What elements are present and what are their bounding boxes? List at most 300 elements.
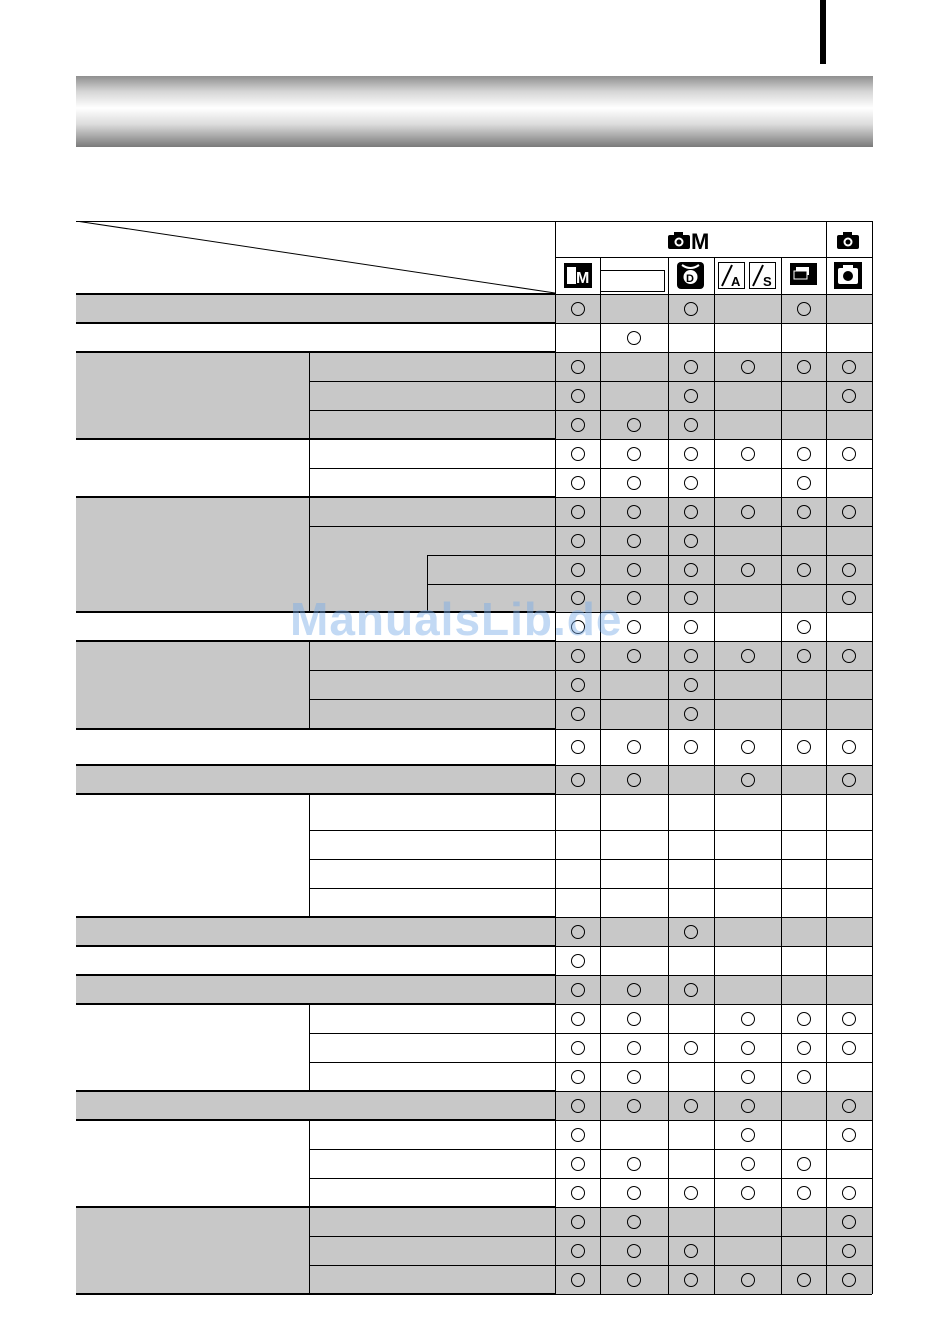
mark-cell [714,699,781,729]
available-mark [842,591,856,605]
mark-cell [600,352,668,381]
available-mark [571,389,585,403]
available-mark [684,1099,698,1113]
mark-cell [826,794,872,830]
available-mark [842,1099,856,1113]
mark-cell [668,1062,714,1091]
mark-cell [714,381,781,410]
available-mark [797,1012,811,1026]
mark-cell [600,859,668,888]
sub-label-cell [309,1236,555,1265]
mark-cell [714,670,781,699]
available-mark [571,1128,585,1142]
mark-cell [826,526,872,555]
svg-text:S: S [763,274,772,289]
row-divider [427,555,555,556]
sub-label-cell [309,1033,555,1062]
available-mark [741,505,755,519]
available-mark [571,534,585,548]
available-mark [627,983,641,997]
row-divider [309,1236,555,1237]
mark-cell [668,830,714,859]
row-divider [309,468,555,469]
available-mark [684,591,698,605]
mark-cell [781,584,826,612]
mark-cell [668,794,714,830]
available-mark [571,1157,585,1171]
row-divider [309,888,555,889]
mark-cell [600,946,668,975]
group-divider-line [76,1003,555,1005]
available-mark [797,447,811,461]
available-mark [627,649,641,663]
group-label-cell [76,439,309,497]
group-label-cell [76,1004,309,1091]
mark-cell [714,975,781,1004]
available-mark [627,1070,641,1084]
mark-cell [826,859,872,888]
mark-cell [781,917,826,946]
available-mark [684,476,698,490]
available-mark [842,1273,856,1287]
available-mark [842,360,856,374]
group-divider [309,641,310,729]
row-divider [309,410,555,411]
available-mark [797,620,811,634]
row-divider [309,1178,555,1179]
stitch-assist-s-icon [749,262,776,289]
sub-label-cell [309,468,555,497]
camera-icon [837,232,859,249]
mark-cell [668,1004,714,1033]
available-mark [797,740,811,754]
row-divider [309,1062,555,1063]
mark-cell [781,381,826,410]
available-mark [571,773,585,787]
available-mark [684,1244,698,1258]
svg-text:M: M [576,270,590,287]
mark-cell [714,794,781,830]
row-label-cell [76,917,555,946]
available-mark [797,563,811,577]
mark-cell [555,888,600,917]
available-mark [627,1215,641,1229]
row-label-cell [76,294,555,323]
sub-label-cell [309,794,555,830]
mark-cell [781,699,826,729]
available-mark [571,954,585,968]
mark-cell [714,1207,781,1236]
mark-cell [668,1149,714,1178]
sub-label-cell [309,1062,555,1091]
available-mark [627,1099,641,1113]
row-label-cell [76,946,555,975]
mark-cell [714,526,781,555]
mark-cell [668,946,714,975]
available-mark [741,563,755,577]
group-divider-line [76,322,555,324]
mark-cell [714,830,781,859]
available-mark [797,302,811,316]
available-mark [571,1070,585,1084]
sub-label-cell [309,1120,555,1149]
group-divider-line [76,945,555,947]
available-mark [842,447,856,461]
mark-cell [826,612,872,641]
mark-cell [668,765,714,794]
available-mark [627,331,641,345]
available-mark [842,649,856,663]
available-mark [842,1012,856,1026]
row-divider [309,859,555,860]
available-mark [842,505,856,519]
group-divider-line [76,496,555,498]
available-mark [842,773,856,787]
col-divider [555,294,556,1294]
group-divider [309,497,310,612]
available-mark [571,447,585,461]
available-mark [684,389,698,403]
mark-cell [714,1236,781,1265]
mark-cell [781,975,826,1004]
available-mark [571,591,585,605]
mark-cell [826,888,872,917]
mark-cell [600,1120,668,1149]
available-mark [684,302,698,316]
mark-cell [781,794,826,830]
group-label-cell [76,794,309,917]
group-label-cell [76,641,309,729]
available-mark [741,1186,755,1200]
sub-label-cell [309,830,555,859]
mark-cell [781,765,826,794]
available-mark [627,591,641,605]
sub-label-cell [309,859,555,888]
sub-label-cell [309,1004,555,1033]
available-mark [797,1157,811,1171]
group-divider-line [76,916,555,918]
sub-label-cell [309,699,555,729]
mark-cell [555,859,600,888]
mark-cell [714,917,781,946]
available-mark [684,447,698,461]
available-mark [571,925,585,939]
available-mark [842,740,856,754]
available-mark [627,1041,641,1055]
group-label-cell [76,497,309,612]
group-divider-line [76,728,555,730]
sub-label-cell [309,1149,555,1178]
available-mark [842,1041,856,1055]
available-mark [627,740,641,754]
available-mark [571,740,585,754]
sub-label-cell [427,555,555,584]
sub-label-cell [309,1207,555,1236]
svg-text:D: D [686,273,694,285]
available-mark [571,418,585,432]
available-mark [797,1041,811,1055]
mark-cell [714,859,781,888]
header-col-divider [714,257,715,294]
mark-cell [714,468,781,497]
available-mark [741,740,755,754]
sub-label-cell [309,497,555,526]
available-mark [684,925,698,939]
available-mark [627,563,641,577]
mark-cell [826,410,872,439]
available-mark [571,649,585,663]
available-mark [684,563,698,577]
available-mark [627,505,641,519]
mark-cell [714,323,781,352]
mark-cell [600,381,668,410]
available-mark [571,983,585,997]
available-mark [684,505,698,519]
group-divider-line [76,351,555,353]
group-m-label: M [691,229,710,254]
mark-cell [781,670,826,699]
available-mark [684,983,698,997]
mark-cell [600,670,668,699]
row-divider [309,1149,555,1150]
col-divider [826,294,827,1294]
group-divider-line [76,293,555,295]
group-divider-line [76,764,555,766]
manual-mode-icon [564,263,592,288]
group-divider [309,1120,310,1207]
subgroup-divider [427,555,428,612]
available-mark [842,389,856,403]
sub-label-cell [309,1265,555,1294]
subgroup-label-cell [309,555,427,612]
row-label-cell [76,729,555,765]
header-col-divider [668,257,669,294]
header-col-divider [781,257,782,294]
digital-macro-icon [677,262,704,289]
group-divider-line [76,438,555,440]
sub-label-cell [309,381,555,410]
mark-cell [781,859,826,888]
mark-cell [781,946,826,975]
available-mark [571,1041,585,1055]
available-mark [571,476,585,490]
mark-cell [668,323,714,352]
available-mark [571,302,585,316]
available-mark [741,447,755,461]
row-divider [309,670,555,671]
col-divider [600,294,601,1294]
header-group-split [826,221,827,294]
mark-cell [781,1091,826,1120]
header-diagonal-line [76,221,555,294]
mark-cell [600,294,668,323]
table-top-border [76,221,872,222]
available-mark [741,1070,755,1084]
available-mark [571,707,585,721]
header-left-divider [555,221,556,294]
mark-cell [600,794,668,830]
mark-cell [714,584,781,612]
sub-label-cell [309,1178,555,1207]
sub-label-cell [427,584,555,612]
mark-cell [826,975,872,1004]
mark-cell [781,830,826,859]
mark-cell [600,699,668,729]
mark-cell [781,1207,826,1236]
sub-label-cell [309,439,555,468]
mark-cell [781,323,826,352]
mark-cell [826,323,872,352]
available-mark [684,707,698,721]
mark-cell [714,410,781,439]
available-mark [842,563,856,577]
header-right-border [872,221,873,294]
available-mark [741,1041,755,1055]
mark-cell [826,917,872,946]
sub-label-cell [309,410,555,439]
available-mark [627,1186,641,1200]
sub-label-cell [309,641,555,670]
mark-cell [600,917,668,946]
mark-cell [555,323,600,352]
available-mark [571,620,585,634]
mark-cell [714,612,781,641]
group-label-cell [76,352,309,439]
available-mark [627,620,641,634]
available-mark [571,1215,585,1229]
available-mark [571,678,585,692]
row-divider [309,1265,555,1266]
group-divider-line [76,1119,555,1121]
group-divider [309,439,310,497]
available-mark [571,563,585,577]
group-divider-line [76,793,555,795]
mark-cell [714,888,781,917]
available-mark [741,1273,755,1287]
mark-cell [826,294,872,323]
available-mark [627,534,641,548]
available-mark [684,620,698,634]
mark-cell [826,468,872,497]
available-mark [571,1244,585,1258]
row-divider [309,699,555,700]
svg-text:A: A [731,274,741,289]
available-mark [571,1273,585,1287]
row-divider [427,584,555,585]
available-mark [797,505,811,519]
header-col-divider [600,257,601,294]
available-mark [684,649,698,663]
available-mark [797,649,811,663]
sub-label-cell [309,352,555,381]
available-mark [627,1244,641,1258]
available-mark [627,476,641,490]
sub-label-cell [309,670,555,699]
mark-cell [600,888,668,917]
blank-mode-icon [600,270,665,292]
mark-cell [781,410,826,439]
watermark: ManualsLib.de [290,593,623,645]
mark-cell [714,294,781,323]
row-label-cell [76,975,555,1004]
available-mark [741,1128,755,1142]
available-mark [571,360,585,374]
row-divider [309,1033,555,1034]
available-mark [627,447,641,461]
available-mark [684,360,698,374]
group-divider [309,794,310,917]
available-mark [571,1186,585,1200]
group-divider [309,1207,310,1294]
row-divider [309,381,555,382]
available-mark [571,1099,585,1113]
mark-cell [826,699,872,729]
row-label-cell [76,765,555,794]
available-mark [741,360,755,374]
mark-cell [600,830,668,859]
row-label-cell [76,1091,555,1120]
mark-cell [668,1207,714,1236]
mark-cell [826,670,872,699]
auto-camera-icon [834,262,862,289]
available-mark [741,1157,755,1171]
row-divider [309,830,555,831]
group-divider-line [76,974,555,976]
available-mark [741,649,755,663]
group-divider [309,352,310,439]
available-mark [684,1041,698,1055]
mark-cell [555,794,600,830]
mark-cell [826,946,872,975]
available-mark [571,505,585,519]
available-mark [797,360,811,374]
mark-cell [668,888,714,917]
available-mark [797,1070,811,1084]
available-mark [842,1128,856,1142]
mark-cell [668,1120,714,1149]
available-mark [684,534,698,548]
mark-cell [555,830,600,859]
sub-label-cell [309,888,555,917]
available-mark [627,418,641,432]
row-label-cell [76,323,555,352]
col-divider [714,294,715,1294]
available-mark [684,1273,698,1287]
available-mark [797,1186,811,1200]
row-divider [309,526,555,527]
available-mark [684,1186,698,1200]
mark-cell [781,1236,826,1265]
available-mark [797,476,811,490]
available-mark [627,1157,641,1171]
mark-cell [781,1120,826,1149]
group-divider-line [76,1090,555,1092]
available-mark [627,1012,641,1026]
mark-cell [781,526,826,555]
available-mark [842,1186,856,1200]
col-divider [781,294,782,1294]
mark-cell [826,1149,872,1178]
mark-cell [826,830,872,859]
available-mark [741,1012,755,1026]
mark-cell [714,946,781,975]
mark-cell [781,888,826,917]
continuous-shooting-icon [790,263,817,285]
mark-cell [668,859,714,888]
available-mark [627,773,641,787]
available-mark [627,1273,641,1287]
col-divider [872,294,873,1294]
